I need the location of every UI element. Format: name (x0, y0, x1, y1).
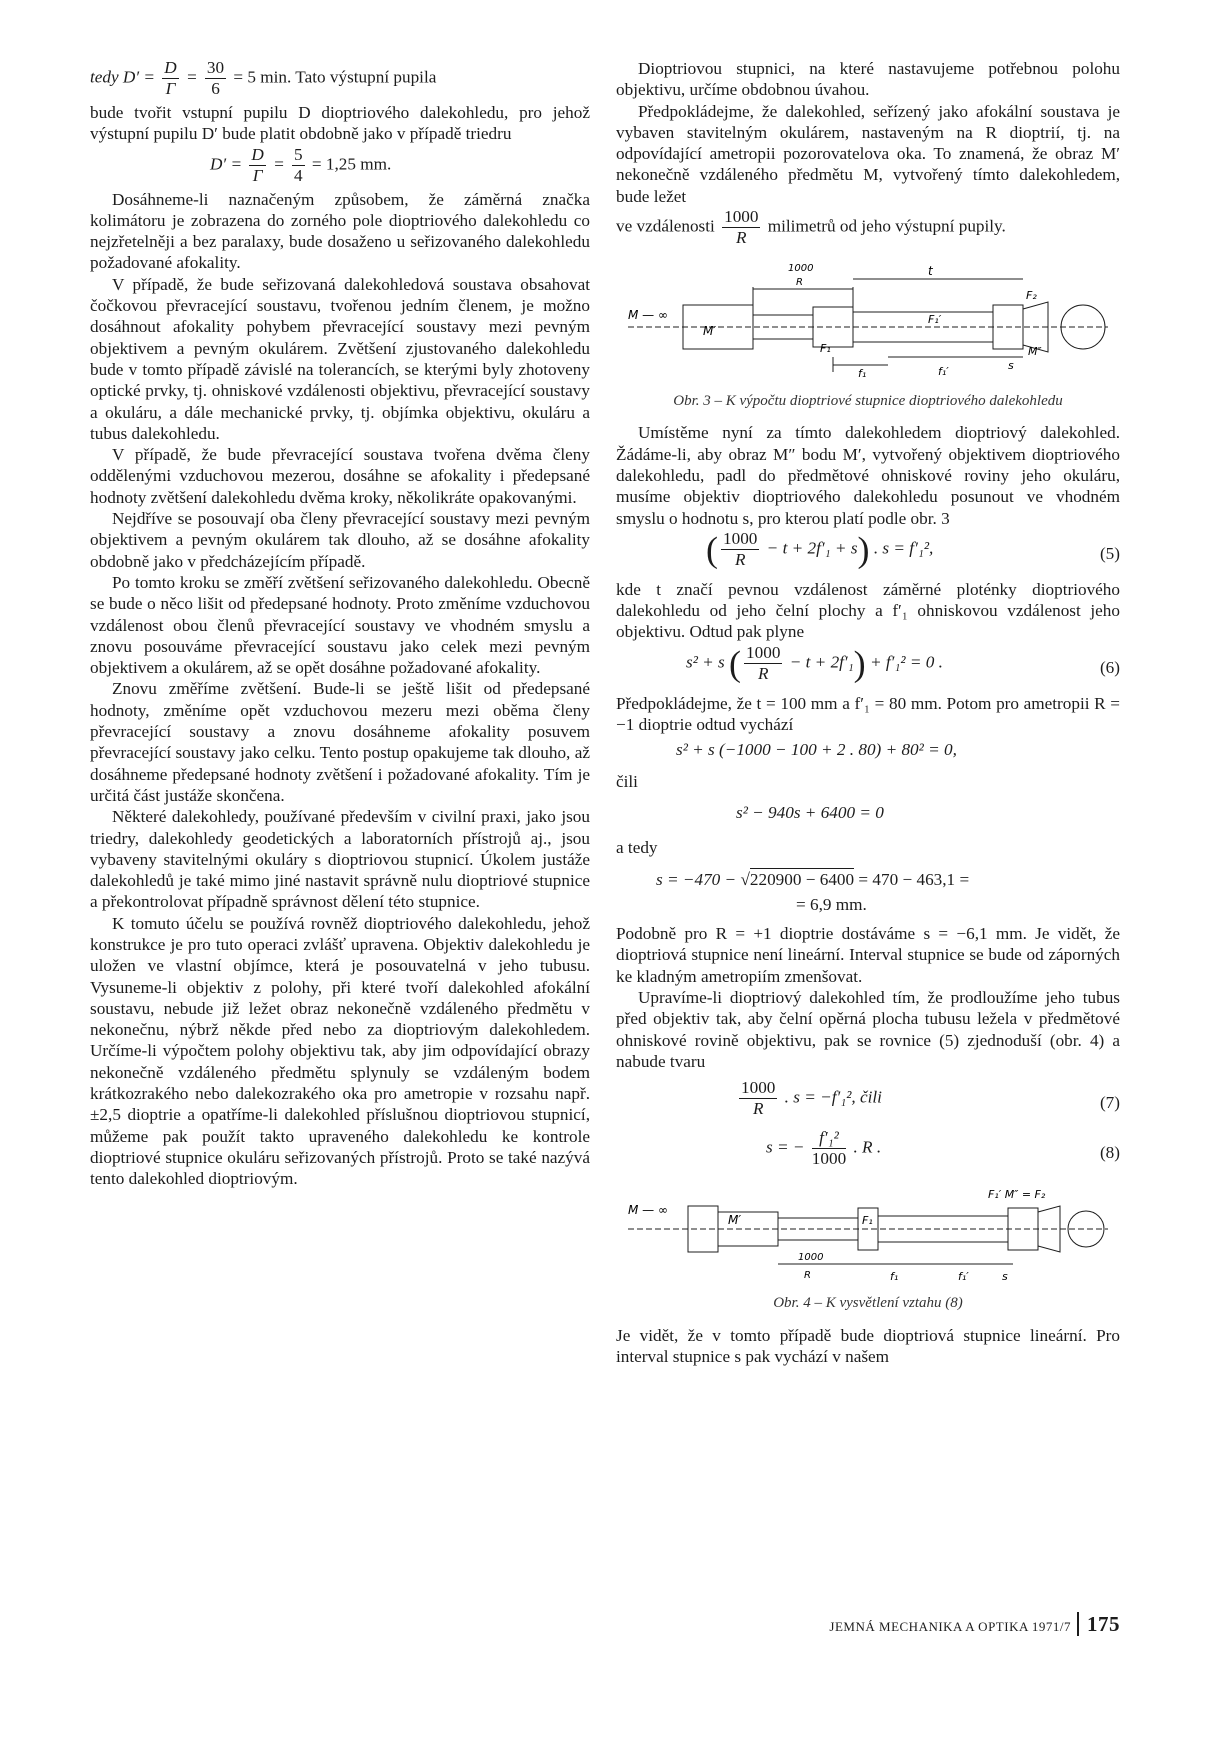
svg-text:1000: 1000 (798, 1252, 824, 1264)
left-column (90, 58, 590, 1190)
equation-a: s² + s (−1000 − 100 + 2 . 80) + 80² = 0, (676, 740, 957, 760)
svg-text:F₁′ M″ = F₂: F₁′ M″ = F₂ (988, 1188, 1046, 1202)
svg-text:s: s (1008, 359, 1014, 373)
paragraph: Po tomto kroku se změří zvětšení seřizovaného dalekohledu. Obecně se bude o něco lišit od předepsané hodnoty. Proto změníme vzduchovou vzdálenost obou členů převracející soustavy ve vhodném smyslu a znovu posouváme převracející soustavu jako celek mezi pevným objektivem a okulárem, až se opět dosáhne požadované afokality. (90, 572, 590, 678)
equation-b: s² − 940s + 6400 = 0 (736, 802, 884, 822)
paragraph: Předpokládejme, že dalekohled, seřízený jako afokální soustava je vybaven stavitelným okulárem, nastaveným na R dioptrií, tj. na odpovídající ametropii pozorovatelova oka. To znamená, že obraz M′ nekonečně vzdáleného předmětu M, vytvořený tímto dalekohledem, bude ležet (616, 101, 1120, 206)
label-m-infinity: M — ∞ (628, 1203, 668, 1218)
svg-text:F₂: F₂ (1026, 289, 1037, 303)
svg-text:M″: M″ (1028, 345, 1042, 359)
svg-text:F₁: F₁ (862, 1214, 873, 1228)
figure-4-caption: Obr. 4 – K vysvětlení vztahu (8) (773, 1295, 963, 1312)
svg-text:f₁′: f₁′ (958, 1270, 969, 1284)
page-number: 175 (1077, 1612, 1120, 1636)
svg-text:M′: M′ (703, 324, 717, 339)
right-column (616, 58, 1120, 1367)
figure-3-diagram (628, 257, 1108, 387)
label-atedy: a tedy (616, 838, 658, 858)
svg-text:f₁: f₁ (890, 1270, 899, 1284)
paragraph: Nejdříve se posouvají oba členy převracející soustavy mezi pevným objektivem a pevným okulárem tak dlouho, až se dosáhne afokality obdobně jako v předcházejícím případě. (90, 509, 590, 571)
fraction: $\frac{5}{4}$ (294, 144, 303, 185)
paragraph: V případě, že bude převracející soustava tvořena dvěma členy oddělenými vzduchovou mezerou, dosáhne se afokality i předepsané hodnoty zvětšení dalekohledu dvěma kroky, několikráte opakovanými. (90, 445, 590, 507)
equation-8: s = − $\frac{\text{f′₁²}}{1000}$ . R . (8) (766, 1128, 1120, 1169)
equation-6: s² + s ( $\frac{1000}{R}$ − t + 2f′₁) + f′₁² = 0 . (6) (686, 642, 1120, 684)
figure-3-caption: Obr. 3 – K výpočtu dioptriové stupnice dioptriového dalekohledu (673, 393, 1063, 410)
equation-c: s = −470 − √220900 − 6400 = 470 − 463,1 = (656, 869, 970, 889)
equation-number: (8) (1099, 1143, 1120, 1163)
svg-text:R: R (804, 1270, 811, 1282)
svg-text:F₁: F₁ (820, 342, 831, 356)
equation-number: (5) (1099, 543, 1120, 563)
svg-text:1000: 1000 (788, 263, 814, 275)
paragraph: Podobně pro R = +1 dioptrie dostáváme s = −6,1 mm. Je vidět, že dioptriová stupnice není lineární. Interval stupnice se bude od záporných ke kladným ametropiím zmenšovat. (616, 924, 1120, 986)
label-cili: čili (616, 771, 638, 791)
svg-text:f₁: f₁ (858, 367, 867, 381)
equation-dprime: tedy D′ = $\frac{D}{\Gamma}$ = $\frac{30}{6}$ = 5 min. Tato výstupní pupila (90, 58, 437, 98)
equation-number: (6) (1099, 657, 1120, 677)
fraction: $\frac{1000}{R}$ (724, 207, 759, 248)
equation-7: $\frac{1000}{R}$ . s = −f′₁², čili (7) (741, 1078, 1120, 1119)
paragraph: kde t značí pevnou vzdálenost záměrné ploténky dioptriového dalekohledu od jeho čelní plochy a f′₁ ohniskovou vzdálenost jeho objektivu. Odtud pak plyne (616, 579, 1120, 642)
paragraph: Umístěme nyní za tímto dalekohledem dioptriový dalekohled. Žádáme-li, aby obraz M″ bodu M′, vytvořený objektivem dioptriového dalekohledu, padl do předmětové ohniskové roviny jeho okuláru, musíme objektiv dioptriového dalekohledu posunout ve vhodném smyslu o hodnotu s, pro kterou platí podle obr. 3 (616, 423, 1120, 528)
paragraph: bude tvořit vstupní pupilu D dioptriového dalekohledu, pro jehož výstupní pupilu D′ bude platit obdobně jako v případě triedru (90, 103, 590, 144)
svg-text:F₁′: F₁′ (928, 313, 942, 327)
label-m-infinity: M — ∞ (628, 308, 668, 323)
page-footer (750, 1612, 1120, 1637)
paragraph: K tomuto účelu se používá rovněž dioptriového dalekohledu, jehož konstrukce je pro tuto operaci zvlášť upravena. Objektiv dalekohledu je uložen ve vlastní objímce, která je posouvatelná v jeho tubusu. Vysuneme-li objektiv z polohy, při které tvoří dalekohled afokální soustavu, nebude již ležet obraz nekonečně vzdáleného předmětu v nekonečnu, nýbrž někde před nebo za dioptriovým dalekohledem. Určíme-li výpočtem polohy objektivu tak, aby jim odpovídající obrazy nekonečně vzdáleného předmětu splynuly se vzdáleným bodem krátkozrakého nebo dalekozrakého oka pro ametropie v rozsahu např. ±2,5 dioptrie a opatříme-li dalekohled příslušnou dioptriovou stupnicí, můžeme pak použít takto upraveného dalekohledu ke kontrole dioptriové stupnice okuláru seřizovaných přístrojů. Proto se také nazývá tento dalekohled dioptriovým. (90, 913, 590, 1189)
equation-c-result: = 6,9 mm. (796, 894, 867, 914)
fraction: $\frac{30}{6}$ (206, 58, 225, 98)
paragraph: Upravíme-li dioptriový dalekohled tím, že prodloužíme jeho tubus před objektiv tak, aby čelní opěrná plocha tubusu ležela v předmětové ohniskové rovině objektivu, pak se rovnice (5) zjednoduší (obr. 4) a nabude tvaru (616, 988, 1120, 1071)
svg-text:f₁′: f₁′ (938, 365, 949, 379)
equation-dprime-2: D′ = $\frac{D}{\Gamma}$ = $\frac{5}{4}$ = 1,25 mm. (210, 144, 392, 185)
svg-text:R: R (796, 277, 803, 289)
journal-name: JEMNÁ MECHANIKA A OPTIKA 1971/7 (829, 1619, 1071, 1634)
equation-5: ( $\frac{1000}{R}$ − t + 2f′₁ + s) . s = f′₁², (5) (706, 528, 1120, 570)
figure-4-diagram (628, 1184, 1108, 1289)
paragraph: Některé dalekohledy, používané především v civilní praxi, jako jsou triedry, dalekohledy geodetických a laboratorních přístrojů aj., jsou vybaveny stavitelnými okuláry s dioptriovou stupnicí. Úkolem justáže dalekohledů je také mimo jiné nastavit správně nulu dioptriové stupnice a překontrolovat případně správnost dělení této stupnice. (90, 807, 590, 912)
svg-text:s: s (1002, 1270, 1008, 1284)
fraction: $\frac{D}{\Gamma}$ (251, 144, 264, 185)
equation-number: (7) (1099, 1093, 1120, 1113)
paragraph: Je vidět, že v tomto případě bude dioptriová stupnice lineární. Pro interval stupnice s pak vychází v našem (616, 1325, 1120, 1366)
paragraph: Znovu změříme zvětšení. Bude-li se ještě lišit od předepsané hodnoty, změníme opět vzduchovou mezeru mezi oběma členy převracející soustavy a znovu dosáhneme afokality posuvem převracející soustavy jako celku. Tento postup opakujeme tak dlouho, až dosáhneme předepsané hodnoty zvětšení i požadované afokality. Tím je určitá část justáže skončena. (90, 679, 590, 805)
distance-line: ve vzdálenosti $\frac{1000}{R}$ milimetrů od jeho výstupní pupily. (616, 207, 1006, 248)
svg-text:M′: M′ (728, 1213, 742, 1228)
paragraph: Dioptriovou stupnici, na které nastavujeme potřebnou polohu objektivu, určíme obdobnou úvahou. (616, 59, 1120, 100)
paragraph: Předpokládejme, že t = 100 mm a f′₁ = 80 mm. Potom pro ametropii R = −1 dioptrie odtud vychází (616, 693, 1120, 735)
svg-text:t: t (928, 264, 933, 279)
paragraph: V případě, že bude seřizovaná dalekohledová soustava obsahovat čočkovou převracející soustavu, tvořenou jedním členem, je možno dosáhnout afokality pohybem převracející soustavy mezi pevným objektivem a pevným okulárem. Zvětšení zjustovaného dalekohledu bude v tomto případě závislé na tolerancích, se kterými byly zhotoveny optické prvky, tj. ohniskové vzdálenosti objektivu, převracející soustavy a okuláru, a dále mechanické prvky, tj. objímka objektivu, okuláru a tubus dalekohledu. (90, 274, 590, 443)
paragraph: Dosáhneme-li naznačeným způsobem, že záměrná značka kolimátoru je zobrazena do zorného pole dioptriového dalekohledu co nejzřetelněji a bez paralaxy, bude dosaženo u seřizovaného dalekohledu požadované afokality. (90, 189, 590, 273)
fraction: $\frac{D}{\Gamma}$ (164, 58, 177, 98)
